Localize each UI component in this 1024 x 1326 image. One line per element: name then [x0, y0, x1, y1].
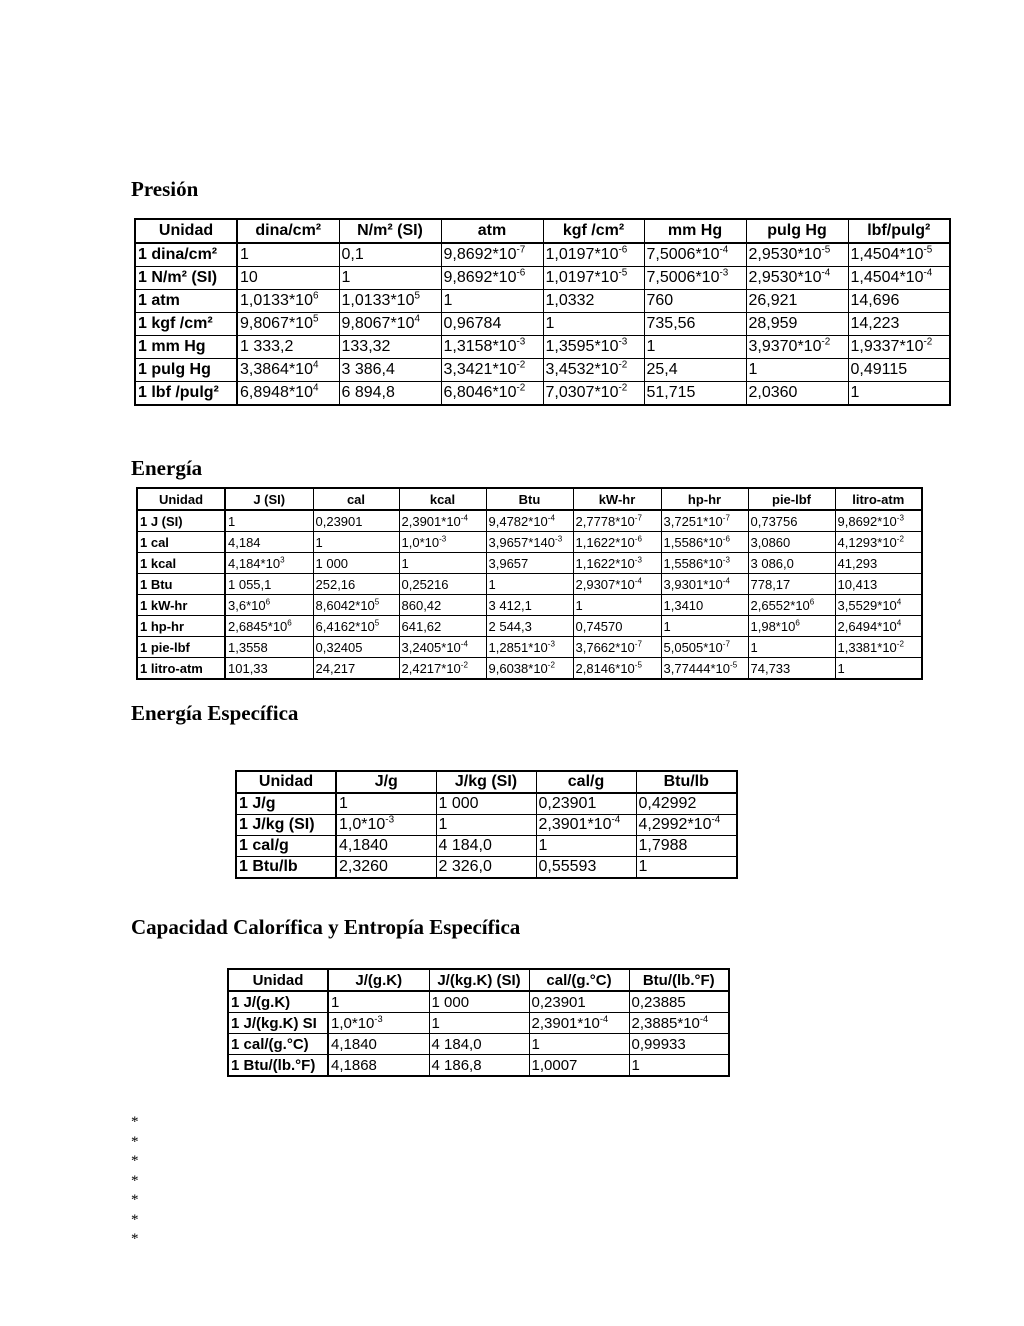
table-cell: 4,1868 [328, 1055, 429, 1077]
table-cell: $1,0*10^{-3}$ [336, 815, 436, 836]
row-unit-label: 1 N/m² (SI) [135, 267, 237, 290]
table-cell: 1,3558 [225, 637, 313, 658]
table-cell: 3 386,4 [339, 359, 441, 382]
table-cell: $2,6845*10^6$ [225, 616, 313, 637]
row-unit-label: 1 mm Hg [135, 336, 237, 359]
table-cell: $3,3864*10^4$ [237, 359, 339, 382]
table-row [236, 836, 737, 857]
table-cell: 74,733 [748, 658, 835, 680]
table-cell: 1 333,2 [237, 336, 339, 359]
table-cell: 0,23901 [313, 510, 399, 532]
row-unit-label: 1 hp-hr [137, 616, 225, 637]
table-cell: $2,9530*10^{-5}$ [746, 243, 848, 267]
table-cell: $9,8067*10^4$ [339, 313, 441, 336]
table-row [236, 793, 737, 815]
table-cell: $1,1622*10^{-3}$ [573, 553, 661, 574]
table-cell: $3,7662*10^{-7}$ [573, 637, 661, 658]
table-row [236, 857, 737, 879]
table-cell: 1 [436, 815, 536, 836]
table-cell: 1 [848, 382, 950, 406]
table-cell: $2,6552*10^6$ [748, 595, 835, 616]
table-cell: 2,3260 [336, 857, 436, 879]
table-cell: 1 [339, 267, 441, 290]
table-cell: $9,8692*10^{-6}$ [441, 267, 543, 290]
table-cell: $6,8046*10^{-2}$ [441, 382, 543, 406]
table-cell: $4,2992*10^{-4}$ [636, 815, 737, 836]
table-cell: 4 184,0 [436, 836, 536, 857]
table-cell: 1 [429, 1013, 529, 1034]
column-header: Unidad [135, 219, 237, 243]
table-cell: 0,96784 [441, 313, 543, 336]
table-cell: $2,3901*10^{-4}$ [399, 510, 486, 532]
table-cell: $1,1622*10^{-6}$ [573, 532, 661, 553]
asterisk-mark: * [131, 1231, 139, 1247]
row-unit-label: 1 J/(g.K) [228, 991, 328, 1013]
table-cell: 1 000 [313, 553, 399, 574]
table-cell: 51,715 [644, 382, 746, 406]
table-cell: 1 [328, 991, 429, 1013]
table-cell: 3 086,0 [748, 553, 835, 574]
table-cell: 1 [399, 553, 486, 574]
table-cell: 26,921 [746, 290, 848, 313]
table-cell: 0,73756 [748, 510, 835, 532]
table-cell: $2,9530*10^{-4}$ [746, 267, 848, 290]
table-row [137, 510, 922, 532]
row-unit-label: 1 Btu [137, 574, 225, 595]
column-header: Unidad [137, 488, 225, 510]
table-cell: 4,1840 [336, 836, 436, 857]
table-cell: 28,959 [746, 313, 848, 336]
table-cell: 252,16 [313, 574, 399, 595]
energy-table [136, 487, 923, 680]
table-cell: 0,23901 [529, 991, 629, 1013]
table-cell: $4,1293*10^{-2}$ [835, 532, 922, 553]
table-cell: $3,6*10^6$ [225, 595, 313, 616]
table-cell: $1,0197*10^{-5}$ [543, 267, 644, 290]
table-cell: 1 [644, 336, 746, 359]
table-cell: $2,3901*10^{-4}$ [536, 815, 636, 836]
table-row [135, 359, 950, 382]
table-cell: 101,33 [225, 658, 313, 680]
table-cell: $1,3595*10^{-3}$ [543, 336, 644, 359]
row-unit-label: 1 pulg Hg [135, 359, 237, 382]
row-unit-label: 1 kgf /cm² [135, 313, 237, 336]
asterisk-mark: * [131, 1192, 139, 1208]
row-unit-label: 1 cal/(g.°C) [228, 1034, 328, 1055]
table-cell: $2,3885*10^{-4}$ [629, 1013, 729, 1034]
specific-energy-table [235, 770, 738, 879]
table-row [137, 553, 922, 574]
table-cell: $8,6042*10^5$ [313, 595, 399, 616]
table-cell: 41,293 [835, 553, 922, 574]
pressure-table [134, 218, 951, 406]
asterisk-mark: * [131, 1172, 139, 1189]
table-row [137, 595, 922, 616]
table-cell: 1 [237, 243, 339, 267]
row-unit-label: 1 pie-lbf [137, 637, 225, 658]
column-header: J/(g.K) [328, 969, 429, 991]
header-row [137, 488, 922, 510]
table-cell: $9,8067*10^5$ [237, 313, 339, 336]
table-cell: 24,217 [313, 658, 399, 680]
table-cell: 2 544,3 [486, 616, 573, 637]
heat-capacity-table [227, 968, 730, 1077]
footer-asterisk-list [131, 1113, 139, 1250]
table-cell: $1,5586*10^{-6}$ [661, 532, 748, 553]
table-cell: 1 [629, 1055, 729, 1077]
table-cell: 2 326,0 [436, 857, 536, 879]
table-cell: 4 186,8 [429, 1055, 529, 1077]
header-row [236, 771, 737, 793]
table-cell: 0,23885 [629, 991, 729, 1013]
section-title-presion: Presión [131, 177, 199, 201]
table-cell: 1,3410 [661, 595, 748, 616]
table-cell: $1,0133*10^6$ [237, 290, 339, 313]
column-header: kcal [399, 488, 486, 510]
table-row [135, 382, 950, 406]
table-cell: $2,6494*10^4$ [835, 616, 922, 637]
table-cell: 1 [441, 290, 543, 313]
table-cell: 3 412,1 [486, 595, 573, 616]
table-cell: $7,5006*10^{-3}$ [644, 267, 746, 290]
table-cell: 1 [636, 857, 737, 879]
table-cell: 1 000 [436, 793, 536, 815]
table-cell: 0,32405 [313, 637, 399, 658]
column-header: Btu/(lb.°F) [629, 969, 729, 991]
row-unit-label: 1 lbf /pulg² [135, 382, 237, 406]
table-cell: 0,99933 [629, 1034, 729, 1055]
table-row [236, 815, 737, 836]
table-cell: 14,223 [848, 313, 950, 336]
table-cell: $1,98*10^6$ [748, 616, 835, 637]
row-unit-label: 1 Btu/lb [236, 857, 336, 879]
table-cell: $2,7778*10^{-7}$ [573, 510, 661, 532]
table-cell: $3,9657*140^{-3}$ [486, 532, 573, 553]
table-cell: $1,4504*10^{-4}$ [848, 267, 950, 290]
row-unit-label: 1 dina/cm² [135, 243, 237, 267]
table-cell: $5,0505*10^{-7}$ [661, 637, 748, 658]
table-cell: 0,23901 [536, 793, 636, 815]
table-row [137, 658, 922, 680]
column-header: J/g [336, 771, 436, 793]
column-header: Btu/lb [636, 771, 737, 793]
table-row [228, 1034, 729, 1055]
row-unit-label: 1 Btu/(lb.°F) [228, 1055, 328, 1077]
table-cell: 760 [644, 290, 746, 313]
column-header: Btu [486, 488, 573, 510]
table-cell: $7,5006*10^{-4}$ [644, 243, 746, 267]
table-row [137, 616, 922, 637]
column-header: mm Hg [644, 219, 746, 243]
table-cell: 1 [336, 793, 436, 815]
table-row [135, 267, 950, 290]
section-title-capacidad-calorifica: Capacidad Calorífica y Entropía Específica [131, 915, 521, 939]
asterisk-mark: * [131, 1153, 139, 1169]
table-cell: $7,0307*10^{-2}$ [543, 382, 644, 406]
table-cell: 14,696 [848, 290, 950, 313]
table-cell: $1,5586*10^{-3}$ [661, 553, 748, 574]
table-cell: $3,3421*10^{-2}$ [441, 359, 543, 382]
table-cell: 1,7988 [636, 836, 737, 857]
column-header: N/m² (SI) [339, 219, 441, 243]
table-cell: 1 [529, 1034, 629, 1055]
table-cell: $3,5529*10^4$ [835, 595, 922, 616]
column-header: Unidad [236, 771, 336, 793]
table-cell: 0,42992 [636, 793, 737, 815]
table-cell: $3,2405*10^{-4}$ [399, 637, 486, 658]
table-cell: 0,25216 [399, 574, 486, 595]
row-unit-label: 1 cal/g [236, 836, 336, 857]
table-row [135, 313, 950, 336]
table-row [137, 574, 922, 595]
table-row [135, 336, 950, 359]
table-cell: 1 055,1 [225, 574, 313, 595]
table-cell: 6 894,8 [339, 382, 441, 406]
table-cell: $1,9337*10^{-2}$ [848, 336, 950, 359]
table-cell: 1 [835, 658, 922, 680]
table-cell: 778,17 [748, 574, 835, 595]
table-cell: 10 [237, 267, 339, 290]
table-cell: $3,9370*10^{-2}$ [746, 336, 848, 359]
table-row [228, 991, 729, 1013]
row-unit-label: 1 cal [137, 532, 225, 553]
column-header: cal/g [536, 771, 636, 793]
column-header: pulg Hg [746, 219, 848, 243]
table-cell: $3,77444*10^{-5}$ [661, 658, 748, 680]
table-cell: $1,3381*10^{-2}$ [835, 637, 922, 658]
table-cell: 641,62 [399, 616, 486, 637]
table-cell: 1 [225, 510, 313, 532]
table-cell: 1 [543, 313, 644, 336]
column-header: hp-hr [661, 488, 748, 510]
table-cell: 1 [573, 595, 661, 616]
table-cell: 1 [748, 637, 835, 658]
table-cell: $9,4782*10^{-4}$ [486, 510, 573, 532]
table-cell: $3,9301*10^{-4}$ [661, 574, 748, 595]
row-unit-label: 1 J (SI) [137, 510, 225, 532]
table-cell: $1,3158*10^{-3}$ [441, 336, 543, 359]
column-header: cal [313, 488, 399, 510]
row-unit-label: 1 litro-atm [137, 658, 225, 680]
table-row [135, 290, 950, 313]
table-cell: $1,2851*10^{-3}$ [486, 637, 573, 658]
column-header: J/(kg.K) (SI) [429, 969, 529, 991]
column-header: atm [441, 219, 543, 243]
header-row [135, 219, 950, 243]
table-cell: 1,0007 [529, 1055, 629, 1077]
table-row [137, 532, 922, 553]
table-cell: $9,8692*10^{-7}$ [441, 243, 543, 267]
table-row [135, 243, 950, 267]
table-cell: 860,42 [399, 595, 486, 616]
column-header: J/kg (SI) [436, 771, 536, 793]
table-cell: 2,0360 [746, 382, 848, 406]
column-header: litro-atm [835, 488, 922, 510]
table-cell: 735,56 [644, 313, 746, 336]
table-cell: $2,9307*10^{-4}$ [573, 574, 661, 595]
row-unit-label: 1 kW-hr [137, 595, 225, 616]
asterisk-mark: * [131, 1133, 139, 1150]
table-cell: $9,8692*10^{-3}$ [835, 510, 922, 532]
header-row [228, 969, 729, 991]
table-cell: 3,9657 [486, 553, 573, 574]
table-cell: $3,7251*10^{-7}$ [661, 510, 748, 532]
row-unit-label: 1 atm [135, 290, 237, 313]
column-header: lbf/pulg² [848, 219, 950, 243]
table-cell: 4,1840 [328, 1034, 429, 1055]
table-cell: 1 000 [429, 991, 529, 1013]
table-cell: $1,0*10^{-3}$ [328, 1013, 429, 1034]
table-cell: $1,0*10^{-3}$ [399, 532, 486, 553]
table-cell: $9,6038*10^{-2}$ [486, 658, 573, 680]
table-cell: $2,4217*10^{-2}$ [399, 658, 486, 680]
table-cell: $2,8146*10^{-5}$ [573, 658, 661, 680]
column-header: kgf /cm² [543, 219, 644, 243]
table-cell: 133,32 [339, 336, 441, 359]
table-cell: 4,184 [225, 532, 313, 553]
table-cell: 0,55593 [536, 857, 636, 879]
row-unit-label: 1 J/kg (SI) [236, 815, 336, 836]
row-unit-label: 1 kcal [137, 553, 225, 574]
table-cell: 0,49115 [848, 359, 950, 382]
column-header: Unidad [228, 969, 328, 991]
asterisk-mark: * [131, 1114, 139, 1130]
table-cell: 1 [661, 616, 748, 637]
table-cell: $6,8948*10^4$ [237, 382, 339, 406]
table-cell: 0,74570 [573, 616, 661, 637]
table-cell: $2,3901*10^{-4}$ [529, 1013, 629, 1034]
column-header: kW-hr [573, 488, 661, 510]
table-cell: $6,4162*10^5$ [313, 616, 399, 637]
row-unit-label: 1 J/g [236, 793, 336, 815]
table-cell: $1,0133*10^5$ [339, 290, 441, 313]
table-cell: 10,413 [835, 574, 922, 595]
table-row [228, 1055, 729, 1077]
table-cell: 1,0332 [543, 290, 644, 313]
table-cell: 3,0860 [748, 532, 835, 553]
table-cell: $3,4532*10^{-2}$ [543, 359, 644, 382]
column-header: dina/cm² [237, 219, 339, 243]
column-header: pie-lbf [748, 488, 835, 510]
table-cell: $1,0197*10^{-6}$ [543, 243, 644, 267]
table-row [137, 637, 922, 658]
table-cell: 1 [746, 359, 848, 382]
table-cell: 25,4 [644, 359, 746, 382]
table-cell: $4,184*10^3$ [225, 553, 313, 574]
column-header: cal/(g.°C) [529, 969, 629, 991]
table-row [228, 1013, 729, 1034]
table-cell: 1 [313, 532, 399, 553]
column-header: J (SI) [225, 488, 313, 510]
table-cell: $1,4504*10^{-5}$ [848, 243, 950, 267]
table-cell: 1 [536, 836, 636, 857]
table-cell: 4 184,0 [429, 1034, 529, 1055]
asterisk-mark: * [131, 1211, 139, 1228]
table-cell: 0,1 [339, 243, 441, 267]
section-title-energia-especifica: Energía Específica [131, 701, 299, 725]
table-cell: 1 [486, 574, 573, 595]
section-title-energia: Energía [131, 456, 203, 480]
row-unit-label: 1 J/(kg.K) SI [228, 1013, 328, 1034]
